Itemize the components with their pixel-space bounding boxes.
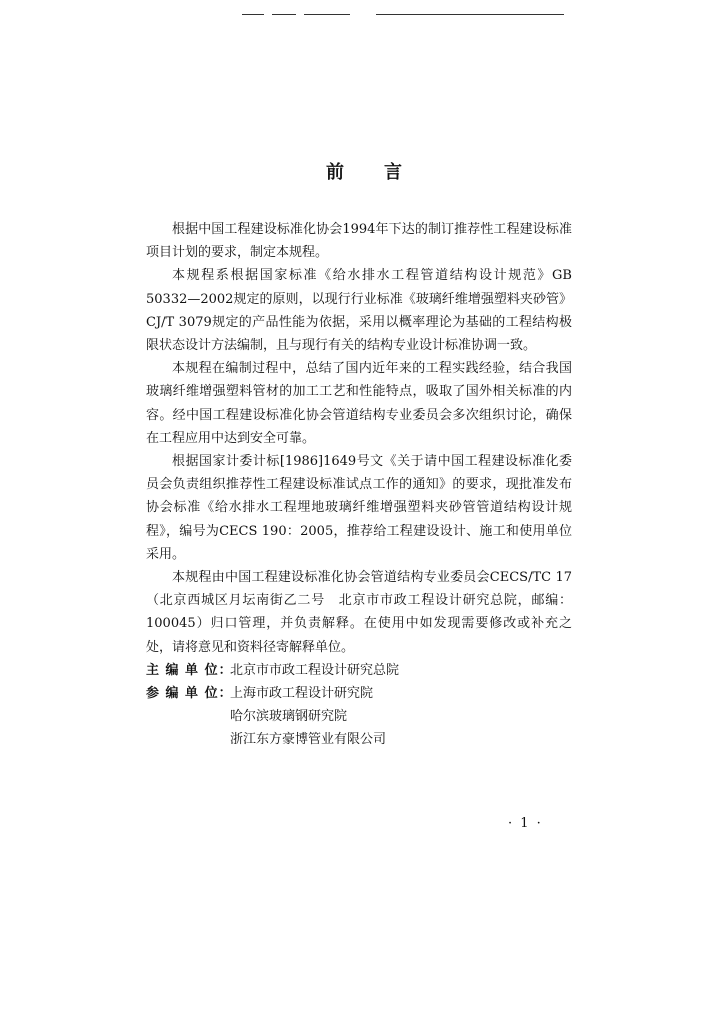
chief-editor-unit (146, 659, 572, 682)
scan-artifact-line (376, 14, 564, 15)
paragraph: 本规程系根据国家标准《给水排水工程管道结构设计规范》GB 50332—2002规定的原则，以现行行业标准《玻璃纤维增强塑料夹砂管》CJ/T 3079规定的产品性能为依据，采用以概率理论为基础的工程结构极限状态设计方法编制，且与现行有关的结构专业设计标准协调一致。 (146, 268, 572, 354)
scan-artifact-line (242, 14, 264, 15)
title-char: 言 (384, 162, 402, 183)
page-title (0, 158, 728, 184)
participating-unit: 上海市政工程设计研究院 (230, 686, 374, 702)
chief-editor-value: 北京市市政工程设计研究总院 (230, 662, 400, 678)
participating-label: 参 编 单 位： (146, 686, 233, 702)
paragraph: 根据国家计委计标[1986]1649号文《关于请中国工程建设标准化委员会负责组织推荐性工程建设标准试点工作的通知》的要求，现批准发布协会标准《给水排水工程埋地玻璃纤维增强塑料夹砂管管道结构设计规程》，编号为CECS 190：2005，推荐给工程建设设计、施工和使用单位采用。 (146, 454, 572, 562)
participating-list (230, 682, 572, 752)
participating-units (146, 682, 572, 752)
chief-editor-label: 主 编 单 位： (146, 662, 233, 678)
title-char: 前 (326, 162, 344, 183)
paragraph: 本规程在编制过程中，总结了国内近年来的工程实践经验，结合我国玻璃纤维增强塑料管材的加工工艺和性能特点，吸取了国外相关标准的内容。经中国工程建设标准化协会管道结构专业委员会多次组织讨论，确保在工程应用中达到安全可靠。 (146, 361, 572, 446)
scan-artifact-line (304, 14, 350, 15)
paragraph: 根据中国工程建设标准化协会1994年下达的制订推荐性工程建设标准项目计划的要求，制定本规程。 (146, 222, 572, 261)
page-number: · 1 · (508, 816, 543, 831)
paragraph: 本规程由中国工程建设标准化协会管道结构专业委员会CECS/TC 17（北京西城区月坛南街乙二号 北京市市政工程设计研究总院，邮编：100045）归口管理，并负责解释。在使用中如发现需要修改或补充之处，请将意见和资料径寄解释单位。 (146, 570, 572, 655)
preface-body (146, 218, 572, 752)
participating-unit: 哈尔滨玻璃钢研究院 (230, 709, 348, 725)
participating-unit: 浙江东方豪博管业有限公司 (230, 732, 387, 748)
scan-artifact-line (272, 14, 296, 15)
